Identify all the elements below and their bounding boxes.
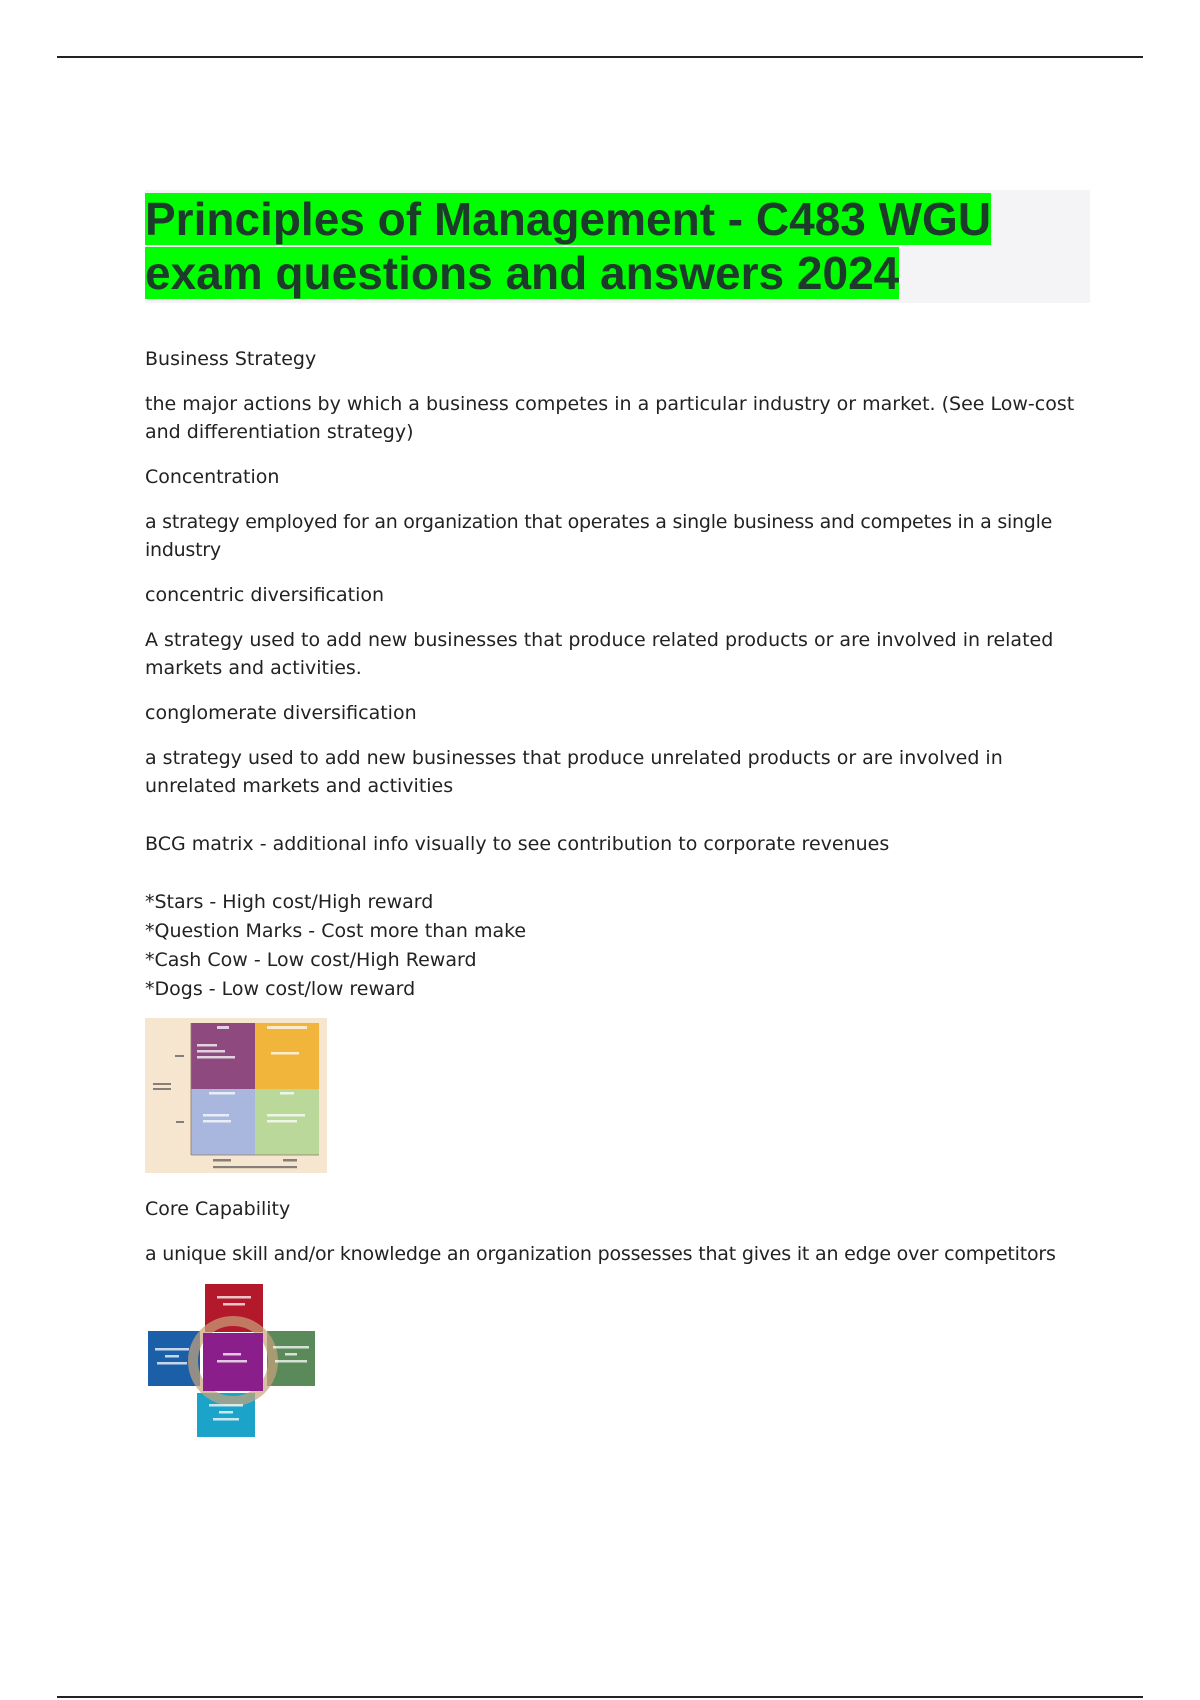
top-rule	[57, 56, 1143, 58]
bcg-bullet-dogs: *Dogs - Low cost/low reward	[145, 978, 416, 1000]
definition-concentration: a strategy employed for an organization that operates a single business and competes in a single industry	[145, 511, 1053, 561]
core-capability-figure	[145, 1285, 1090, 1445]
bcg-bullet-question-marks: *Question Marks - Cost more than make	[145, 920, 527, 942]
page-title	[145, 192, 1090, 300]
term-core-capability: Core Capability	[145, 1198, 291, 1220]
bcg-bullet-list	[145, 888, 1090, 1004]
term-concentric-diversification: concentric diversification	[145, 584, 385, 606]
bcg-bullet-stars: *Stars - High cost/High reward	[145, 891, 434, 913]
title-block	[145, 190, 1090, 303]
bcg-bullet-cash-cow: *Cash Cow - Low cost/High Reward	[145, 949, 477, 971]
term-concentration: Concentration	[145, 466, 280, 488]
document-body	[145, 190, 1090, 1463]
term-conglomerate-diversification: conglomerate diversification	[145, 702, 417, 724]
definition-conglomerate-diversification: a strategy used to add new businesses that produce unrelated products or are involved in unrelated markets and activities	[145, 747, 1003, 797]
bcg-quadrant-question-marks	[255, 1023, 319, 1089]
definition-concentric-diversification: A strategy used to add new businesses that produce related products or are involved in related markets and activities.	[145, 629, 1054, 679]
definition-core-capability: a unique skill and/or knowledge an organization possesses that gives it an edge over competitors	[145, 1243, 1056, 1265]
term-business-strategy: Business Strategy	[145, 348, 317, 370]
definition-business-strategy: the major actions by which a business competes in a particular industry or market. (See Low-cost and differentiation strategy)	[145, 393, 1075, 443]
bcg-note: BCG matrix - additional info visually to see contribution to corporate revenues	[145, 833, 890, 855]
page-title-text: Principles of Management - C483 WGU exam questions and answers 2024	[145, 193, 992, 299]
bcg-matrix-figure	[145, 1018, 1090, 1177]
core-capability-image	[145, 1281, 355, 1441]
bcg-matrix-image	[145, 1018, 327, 1173]
bottom-rule	[57, 1696, 1143, 1698]
